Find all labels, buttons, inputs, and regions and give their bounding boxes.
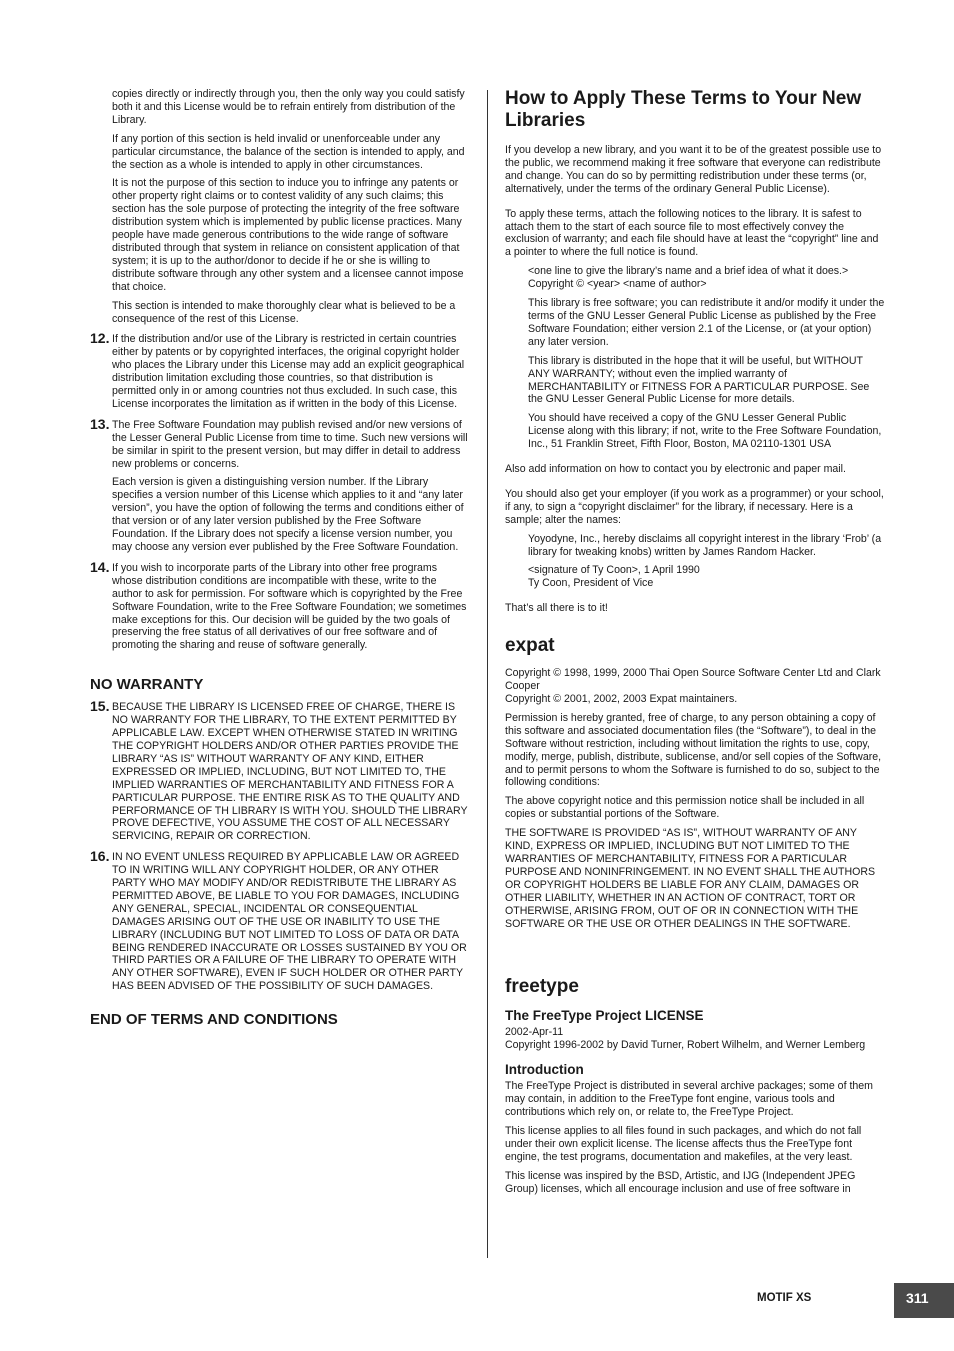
expat-heading: expat bbox=[505, 635, 555, 657]
item-number: 15. bbox=[90, 698, 110, 715]
paragraph: IN NO EVENT UNLESS REQUIRED BY APPLICABLE LAW OR AGREED TO IN WRITING WILL ANY COPYRIGHT HOLDER, OR ANY OTHER PARTY WHO MAY MODIFY AND/OR REDISTRIBUTE THE LIBRARY AS PERMITTED ABOVE, BE LIABLE TO YOU FOR DAMAGES, INCLUDING ANY GENERAL, SPECIAL, INCIDENTAL OR CONSEQUENTIAL DAMAGES ARISING OUT OF THE USE OR INABILITY TO USE THE LIBRARY (INCLUDING BUT NOT LIMITED TO LOSS OF DATA OR DATA BEING RENDERED INACCURATE OR LOSSES SUSTAINED BY YOU OR THIRD PARTIES OR A FAILURE OF THE LIBRARY TO OPERATE WITH ANY OTHER SOFTWARE), EVEN IF SUCH HOLDER OR OTHER PARTY HAS BEEN ADVISED OF THE POSSIBILITY OF SUCH DAMAGES. bbox=[112, 851, 467, 993]
paragraph: Each version is given a distinguishing version number. If the Library specifies a version number of this License which applies to it and “any later version”, you have the option of following the terms and conditions either of that version or of any later version published by the Free Software Foundation. If the Library does not specify a license version number, you may choose any version ever published by the Free Software Foundation. bbox=[112, 476, 464, 553]
sample-paragraph: Yoyodyne, Inc., hereby disclaims all copyright interest in the library ‘Frob’ (a library for tweaking knobs) written by James Random Hacker. bbox=[528, 532, 882, 558]
paragraph: BECAUSE THE LIBRARY IS LICENSED FREE OF CHARGE, THERE IS NO WARRANTY FOR THE LIBRARY, TO THE EXTENT PERMITTED BY APPLICABLE LAW. EXCEPT WHEN OTHERWISE STATED IN WRITING THE COPYRIGHT HOLDERS AND/OR OTHER PARTIES PROVIDE THE LIBRARY “AS IS” WITHOUT WARRANTY OF ANY KIND, EITHER EXPRESSED OR IMPLIED, INCLUDING, BUT NOT LIMITED TO, THE IMPLIED WARRANTIES OF MERCHANTABILITY AND FITNESS FOR A PARTICULAR PURPOSE. THE ENTIRE RISK AS TO THE QUALITY AND PERFORMANCE OF TH LIBRARY IS WITH YOU. SHOULD THE LIBRARY PROVE DEFECTIVE, YOU ASSUME THE COST OF ALL NECESSARY SERVICING, REPAIR OR CORRECTION. bbox=[112, 701, 468, 843]
page-number-box bbox=[894, 1283, 954, 1318]
copyright-line: Copyright © 2001, 2002, 2003 Expat maintainers. bbox=[505, 693, 738, 705]
copyright-line: Copyright 1996-2002 by David Turner, Robert Wilhelm, and Werner Lemberg bbox=[505, 1039, 866, 1052]
paragraph: To apply these terms, attach the following notices to the library. It is safest to attach them to the start of each source file to most effectively convey the exclusion of warranty; and each file should have at least the “copyright” line and a pointer to where the full notice is found. bbox=[505, 207, 879, 259]
paragraph: Also add information on how to contact you by electronic and paper mail. bbox=[505, 463, 846, 476]
section-11-continuation bbox=[90, 88, 468, 325]
paragraph: This license was inspired by the BSD, Artistic, and IJG (Independent JPEG Group) licenses, which all encourage inclusion and use of free software in bbox=[505, 1169, 856, 1195]
notice-paragraph: This library is free software; you can redistribute it and/or modify it under the terms of the GNU Lesser General Public License as published by the Free Software Foundation; either version 2.1 of the License, or (at your option) any later version. bbox=[528, 297, 885, 348]
item-number: 13. bbox=[90, 415, 110, 432]
no-warranty-heading: NO WARRANTY bbox=[90, 676, 204, 694]
page-number: 311 bbox=[906, 1290, 929, 1306]
freetype-heading: freetype bbox=[505, 976, 579, 998]
copyright-line: Copyright © 1998, 1999, 2000 Thai Open Source Software Center Ltd and Clark Cooper bbox=[505, 667, 881, 693]
paragraph: This license applies to all files found in such packages, and which do not fall under their own explicit license. The license affects thus the FreeType font engine, the test programs, documentation and makefiles, at the very least. bbox=[505, 1124, 862, 1163]
notice-paragraph: This library is distributed in the hope that it will be useful, but WITHOUT ANY WARRANTY; without even the implied warranty of MERCHANTABILITY or FITNESS FOR A PARTICULAR PURPOSE. See the GNU Lesser General Public License for more details. bbox=[528, 354, 870, 406]
product-name: MOTIF XS bbox=[757, 1292, 812, 1304]
paragraph: The Free Software Foundation may publish revised and/or new versions of the Lesser General Public License from time to time. Such new versions will be similar in spirit to the present version, but may differ in detail to address new problems or concerns. bbox=[112, 418, 468, 470]
disclaimer-sample bbox=[505, 533, 885, 591]
introduction-heading: Introduction bbox=[505, 1062, 584, 1078]
paragraph: If you wish to incorporate parts of the Library into other free programs whose distribution conditions are incompatible with these, write to the author to ask for permission. For software which is copyrighted by the Free Software Foundation, write to the Free Software Foundation; we sometimes make exceptions for this. Our decision will be guided by the two goals of preserving the free status of all derivatives of our free software and of promoting the sharing and reuse of software generally. bbox=[112, 561, 467, 652]
item-number: 14. bbox=[90, 558, 110, 575]
notice-paragraph: You should have received a copy of the GNU Lesser General Public License along with this library; if not, write to the Free Software Foundation, Inc., 51 Franklin Street, Fifth Floor, Boston, MA 02110-1301 USA bbox=[528, 412, 882, 451]
sample-signer: Ty Coon, President of Vice bbox=[528, 577, 654, 590]
paragraph: Permission is hereby granted, free of charge, to any person obtaining a copy of this software and associated documentation files (the “Software”), to deal in the Software without restriction, including without limitation the rights to use, copy, modify, merge, publish, distribute, sublicense, and/or sell copies of the Software, and to permit persons to whom the Software is furnished to do so, subject to the following conditions: bbox=[505, 711, 882, 789]
license-item-15 bbox=[90, 698, 468, 843]
sample-signature: <signature of Ty Coon>, 1 April 1990 bbox=[528, 564, 700, 577]
notice-line: Copyright © <year> <name of author> bbox=[528, 278, 707, 291]
column-divider bbox=[487, 90, 488, 1258]
paragraph: You should also get your employer (if you work as a programmer) or your school, if any, to sign a “copyright disclaimer” for the library, if necessary. Here is a sample; alter the names: bbox=[505, 487, 884, 526]
paragraph: If you develop a new library, and you want it to be of the greatest possible use to the public, we recommend making it free software that everyone can redistribute and change. You can do so by permitting redistribution under these terms (or, alternatively, under the terms of the ordinary General Public License). bbox=[505, 144, 882, 195]
license-item-13 bbox=[90, 415, 468, 554]
right-column bbox=[505, 88, 885, 1201]
paragraph: THE SOFTWARE IS PROVIDED “AS IS”, WITHOUT WARRANTY OF ANY KIND, EXPRESS OR IMPLIED, INCLUDING BUT NOT LIMITED TO THE WARRANTIES OF MERCHANTABILITY, FITNESS FOR A PARTICULAR PURPOSE AND NONINFRINGEMENT. IN NO EVENT SHALL THE AUTHORS OR COPYRIGHT HOLDERS BE LIABLE FOR ANY CLAIM, DAMAGES OR OTHER LIABILITY, WHETHER IN AN ACTION OF CONTRACT, TORT OR OTHERWISE, ARISING FROM, OUT OF OR IN CONNECTION WITH THE SOFTWARE OR THE USE OR OTHER DEALINGS IN THE SOFTWARE. bbox=[505, 827, 876, 930]
item-number: 12. bbox=[90, 330, 110, 347]
left-column bbox=[90, 88, 468, 1036]
paragraph: The above copyright notice and this permission notice shall be included in all copies or substantial portions of the Software. bbox=[505, 795, 865, 821]
paragraph: copies directly or indirectly through you, then the only way you could satisfy both it and this License would be to refrain entirely from distribution of the Library. bbox=[112, 88, 465, 126]
item-number: 16. bbox=[90, 848, 110, 865]
paragraph: That’s all there is to it! bbox=[505, 602, 608, 615]
paragraph: If any portion of this section is held invalid or unenforceable under any particular circumstance, the balance of the section is intended to apply, and the section as a whole is intended to apply in other circumstances. bbox=[112, 132, 465, 171]
license-date: 2002-Apr-11 bbox=[505, 1026, 564, 1039]
apply-terms-heading: How to Apply These Terms to Your New Libraries bbox=[505, 88, 862, 131]
paragraph: This section is intended to make thoroughly clear what is believed to be a consequence of the rest of this License. bbox=[112, 299, 456, 325]
paragraph: If the distribution and/or use of the Library is restricted in certain countries either by patents or by copyrighted interfaces, the original copyright holder who places the Library under this License may add an explicit geographical distribution limitation excluding those countries, so that distribution is permitted only in or among countries not thus excluded. In such case, this License incorporates the limitation as if written in the body of this License. bbox=[112, 333, 465, 410]
end-of-terms-heading: END OF TERMS AND CONDITIONS bbox=[90, 1011, 338, 1029]
license-item-12 bbox=[90, 330, 468, 410]
freetype-license-heading: The FreeType Project LICENSE bbox=[505, 1008, 704, 1024]
license-notice-block bbox=[505, 265, 885, 451]
license-item-14 bbox=[90, 558, 468, 652]
paragraph: It is not the purpose of this section to induce you to infringe any patents or other property right claims or to contest validity of any such claims; this section has the sole purpose of protecting the integrity of the free software distribution system which is implemented by public license practices. Many people have made generous contributions to the wide range of software distributed through that system in reliance on consistent application of that system; it is up to the author/donor to decide if he or she is willing to distribute software through any other system and a licensee cannot impose that choice. bbox=[112, 177, 464, 293]
notice-line: <one line to give the library’s name and a brief idea of what it does.> bbox=[528, 265, 849, 278]
license-item-16 bbox=[90, 848, 468, 993]
paragraph: The FreeType Project is distributed in several archive packages; some of them may contain, in addition to the FreeType font engine, various tools and contributions which rely on, or relate to, the FreeType Project. bbox=[505, 1080, 874, 1119]
